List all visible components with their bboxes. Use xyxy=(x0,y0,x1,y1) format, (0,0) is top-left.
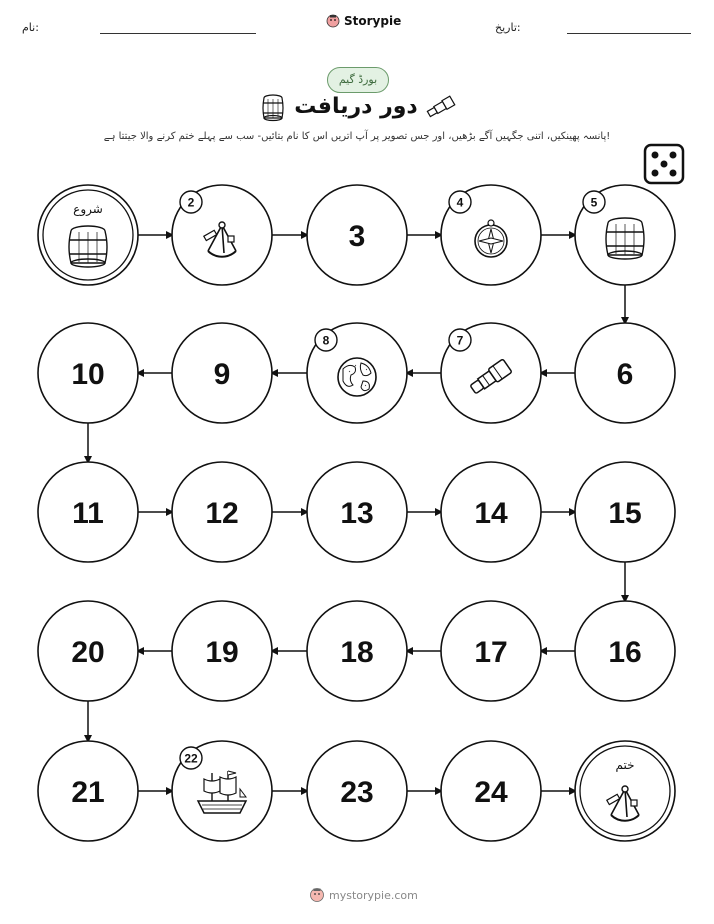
barrel-icon xyxy=(69,226,107,267)
space-number: 12 xyxy=(205,497,239,530)
board-space-1[interactable] xyxy=(38,185,138,285)
board-game-badge: بورڈ گیم xyxy=(327,67,389,93)
board-space-8[interactable] xyxy=(307,323,407,423)
board-space-14[interactable] xyxy=(441,462,541,562)
space-number: 3 xyxy=(348,220,366,253)
space-number: 17 xyxy=(474,636,508,669)
board-space-3[interactable] xyxy=(307,185,407,285)
board-space-12[interactable] xyxy=(172,462,272,562)
page-title: دور دریافت xyxy=(294,94,418,119)
board-space-6[interactable] xyxy=(575,323,675,423)
end-label: ختم xyxy=(615,758,635,772)
space-number: 8 xyxy=(322,333,330,348)
board-space-9[interactable] xyxy=(172,323,272,423)
space-number: 22 xyxy=(184,751,198,766)
space-number: 10 xyxy=(71,358,105,391)
board-space-20[interactable] xyxy=(38,601,138,701)
space-number: 20 xyxy=(71,636,105,669)
space-number: 4 xyxy=(456,195,464,210)
space-number: 9 xyxy=(213,358,231,391)
board-space-23[interactable] xyxy=(307,741,407,841)
board-space-19[interactable] xyxy=(172,601,272,701)
footer xyxy=(309,887,418,903)
board-space-11[interactable] xyxy=(38,462,138,562)
board-space-22[interactable] xyxy=(172,741,272,841)
start-label: شروع xyxy=(73,202,103,216)
board-space-25[interactable] xyxy=(575,741,675,841)
space-number: 21 xyxy=(71,776,105,809)
space-number: 13 xyxy=(340,497,374,530)
space-number: 15 xyxy=(608,497,642,530)
space-number: 23 xyxy=(340,776,374,809)
board-space-2[interactable] xyxy=(172,185,272,285)
board-space-13[interactable] xyxy=(307,462,407,562)
space-number: 24 xyxy=(474,776,508,809)
board-space-7[interactable] xyxy=(441,323,541,423)
space-number: 16 xyxy=(608,636,642,669)
space-number: 7 xyxy=(456,333,464,348)
board-space-18[interactable] xyxy=(307,601,407,701)
barrel-icon xyxy=(606,218,644,259)
board-space-21[interactable] xyxy=(38,741,138,841)
storypie-logo-icon xyxy=(309,887,325,903)
brand-name: Storypie xyxy=(344,14,402,28)
board-space-15[interactable] xyxy=(575,462,675,562)
space-number: 11 xyxy=(72,497,104,530)
globe-icon xyxy=(338,358,376,396)
space-number: 18 xyxy=(340,636,374,669)
footer-url[interactable]: mystorypie.com xyxy=(329,888,418,902)
space-number: 5 xyxy=(590,195,598,210)
board-space-4[interactable] xyxy=(441,185,541,285)
board-space-16[interactable] xyxy=(575,601,675,701)
space-number: 19 xyxy=(205,636,239,669)
name-label: نام: xyxy=(22,21,39,34)
instructions: پانسہ پھینکیں، اتنی جگہیں آگے بڑھیں، اور جس تصویر پر آپ اتریں اس کا نام بتائیں- سب سے پہلے ختم کرنے والا جیتتا ہے! xyxy=(103,131,611,142)
board-space-5[interactable] xyxy=(575,185,675,285)
board-space-24[interactable] xyxy=(441,741,541,841)
space-number: 2 xyxy=(187,195,195,210)
board-space-10[interactable] xyxy=(38,323,138,423)
space-number: 14 xyxy=(474,497,508,530)
space-number: 6 xyxy=(616,358,634,391)
board-space-17[interactable] xyxy=(441,601,541,701)
date-label: تاریخ: xyxy=(495,21,521,34)
